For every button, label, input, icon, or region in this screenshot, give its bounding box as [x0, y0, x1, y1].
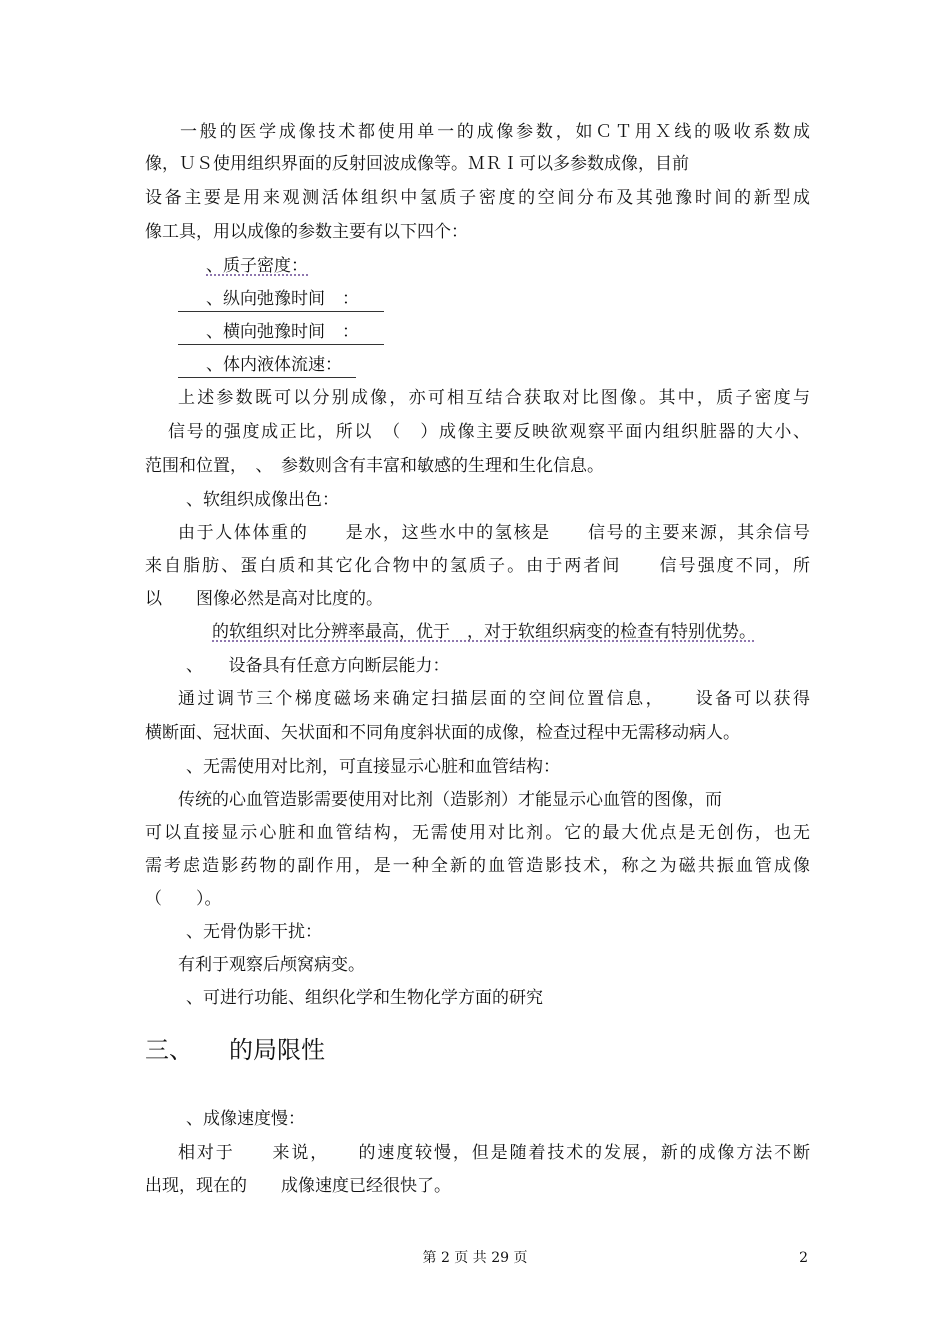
- paragraph-line: 像，ＵＳ使用组织界面的反射回波成像等。ＭＲＩ可以多参数成像，目前: [145, 154, 689, 174]
- paragraph-line: 以 图像必然是高对比度的。: [145, 589, 383, 609]
- paragraph-line: 来自脂肪、蛋白质和其它化合物中的氢质子。由于两者间 信号强度不同，所: [145, 556, 810, 576]
- section-subheading: 、成像速度慢：: [186, 1109, 305, 1129]
- paragraph-line: 可以直接显示心脏和血管结构，无需使用对比剂。它的最大优点是无创伤，也无: [145, 823, 810, 843]
- list-item: [178, 354, 843, 378]
- paragraph-line: [178, 621, 843, 643]
- list-item-text: 、横向弛豫时间 ：: [178, 321, 384, 345]
- section-subheading: 、无骨伪影干扰：: [186, 922, 322, 942]
- paragraph-line: 一般的医学成像技术都使用单一的成像参数，如ＣＴ用Ｘ线的吸收系数成: [180, 122, 810, 142]
- paragraph-line: （ ）。: [145, 889, 222, 909]
- list-item-text: 、纵向弛豫时间 ：: [178, 288, 384, 312]
- section-subheading: 、可进行功能、组织化学和生物化学方面的研究: [186, 988, 543, 1008]
- paragraph-line: 由于人体体重的 是水，这些水中的氢核是 信号的主要来源，其余信号: [178, 523, 810, 543]
- list-item: [178, 255, 843, 277]
- section-subheading: 、 设备具有任意方向断层能力：: [186, 656, 450, 676]
- paragraph-line: 相对于 来说， 的速度较慢，但是随着技术的发展，新的成像方法不断: [178, 1143, 810, 1163]
- paragraph-line: 传统的心血管造影需要使用对比剂（造影剂）才能显示心血管的图像，而: [178, 790, 722, 810]
- paragraph-line: 上述参数既可以分别成像，亦可相互结合获取对比图像。其中，质子密度与: [178, 388, 810, 408]
- page-number: 2: [799, 1250, 808, 1266]
- section-subheading: 、软组织成像出色：: [186, 490, 339, 510]
- list-item-text: 、体内液体流速：: [178, 354, 356, 378]
- paragraph-line: 需考虑造影药物的副作用，是一种全新的血管造影技术，称之为磁共振血管成像: [145, 856, 810, 876]
- paragraph-line: 设备主要是用来观测活体组织中氢质子密度的空间分布及其弛豫时间的新型成: [145, 188, 810, 208]
- paragraph-line: 范围和位置， 、 参数则含有丰富和敏感的生理和生化信息。: [145, 456, 604, 476]
- page-footer: 第 2 页 共 29 页: [422, 1250, 528, 1266]
- paragraph-line: 通过调节三个梯度磁场来确定扫描层面的空间位置信息， 设备可以获得: [178, 689, 810, 709]
- list-item-text: 、质子密度：: [206, 256, 308, 276]
- section-heading: 三、 的局限性: [145, 1036, 325, 1064]
- section-subheading: 、无需使用对比剂，可直接显示心脏和血管结构：: [186, 757, 560, 777]
- underlined-text: 的软组织对比分辨率最高，优于 ，对于软组织病变的检查有特别优势。: [212, 622, 756, 642]
- paragraph-line: 有利于观察后颅窝病变。: [178, 955, 365, 975]
- paragraph-line: 横断面、冠状面、矢状面和不同角度斜状面的成像，检查过程中无需移动病人。: [145, 723, 740, 743]
- list-item: [178, 321, 843, 345]
- paragraph-line: 像工具，用以成像的参数主要有以下四个：: [145, 222, 468, 242]
- paragraph-line: 出现，现在的 成像速度已经很快了。: [145, 1176, 451, 1196]
- paragraph-line: 信号的强度成正比，所以 （ ）成像主要反映欲观察平面内组织脏器的大小、: [168, 422, 810, 442]
- list-item: [178, 288, 843, 312]
